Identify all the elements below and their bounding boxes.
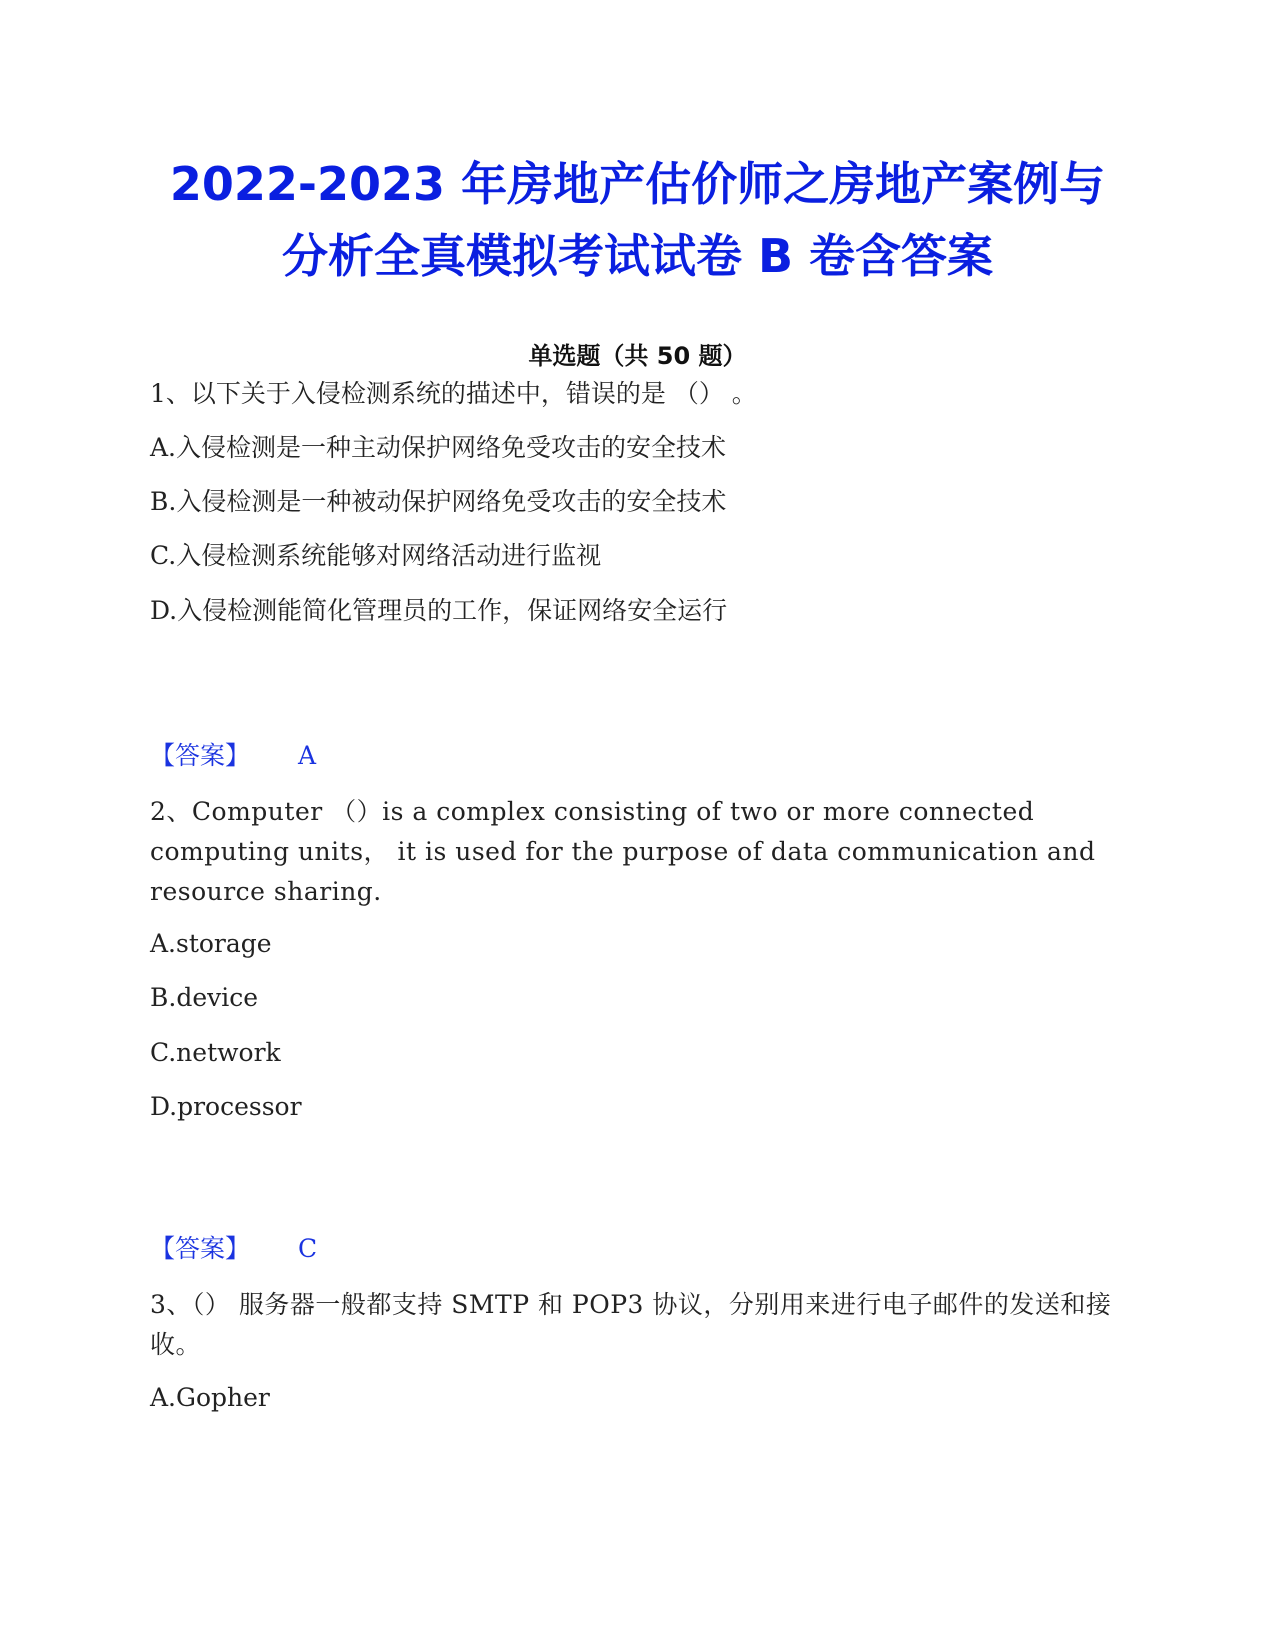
question-1-option-c: C.入侵检测系统能够对网络活动进行监视 bbox=[150, 541, 602, 570]
section-heading: 单选题（共 50 题） bbox=[528, 342, 747, 370]
question-1-option-d: D.入侵检测能简化管理员的工作，保证网络安全运行 bbox=[150, 596, 728, 625]
question-3-stem: 3、（） 服务器一般都支持 SMTP 和 POP3 协议，分别用来进行电子邮件的发送和接收。 bbox=[150, 1290, 1112, 1359]
question-1-stem: 1、以下关于入侵检测系统的描述中，错误的是 （） 。 bbox=[150, 379, 757, 408]
document-title bbox=[100, 148, 1175, 292]
answer-label: 【答案】 bbox=[150, 1234, 251, 1263]
question-2-option-d: D.processor bbox=[150, 1092, 302, 1121]
title-line-2: 分析全真模拟考试试卷 B 卷含答案 bbox=[281, 229, 994, 283]
answer-label: 【答案】 bbox=[150, 741, 251, 770]
question-1-option-b: B.入侵检测是一种被动保护网络免受攻击的安全技术 bbox=[150, 487, 727, 516]
title-line-1: 2022-2023 年房地产估价师之房地产案例与 bbox=[169, 157, 1106, 211]
question-1-option-a: A.入侵检测是一种主动保护网络免受攻击的安全技术 bbox=[150, 433, 727, 462]
question-3-option-a: A.Gopher bbox=[150, 1383, 270, 1412]
question-2-option-b: B.device bbox=[150, 983, 259, 1012]
question-2-answer bbox=[150, 1229, 317, 1269]
answer-value: A bbox=[298, 741, 317, 770]
question-2-stem: 2、Computer （）is a complex consisting of two or more connected computing units， it is used for the purpose of data communication and resource sharing. bbox=[150, 797, 1096, 906]
question-1-answer bbox=[150, 736, 316, 776]
question-2-option-c: C.network bbox=[150, 1038, 281, 1067]
question-2-option-a: A.storage bbox=[150, 929, 272, 958]
answer-value: C bbox=[298, 1234, 318, 1263]
